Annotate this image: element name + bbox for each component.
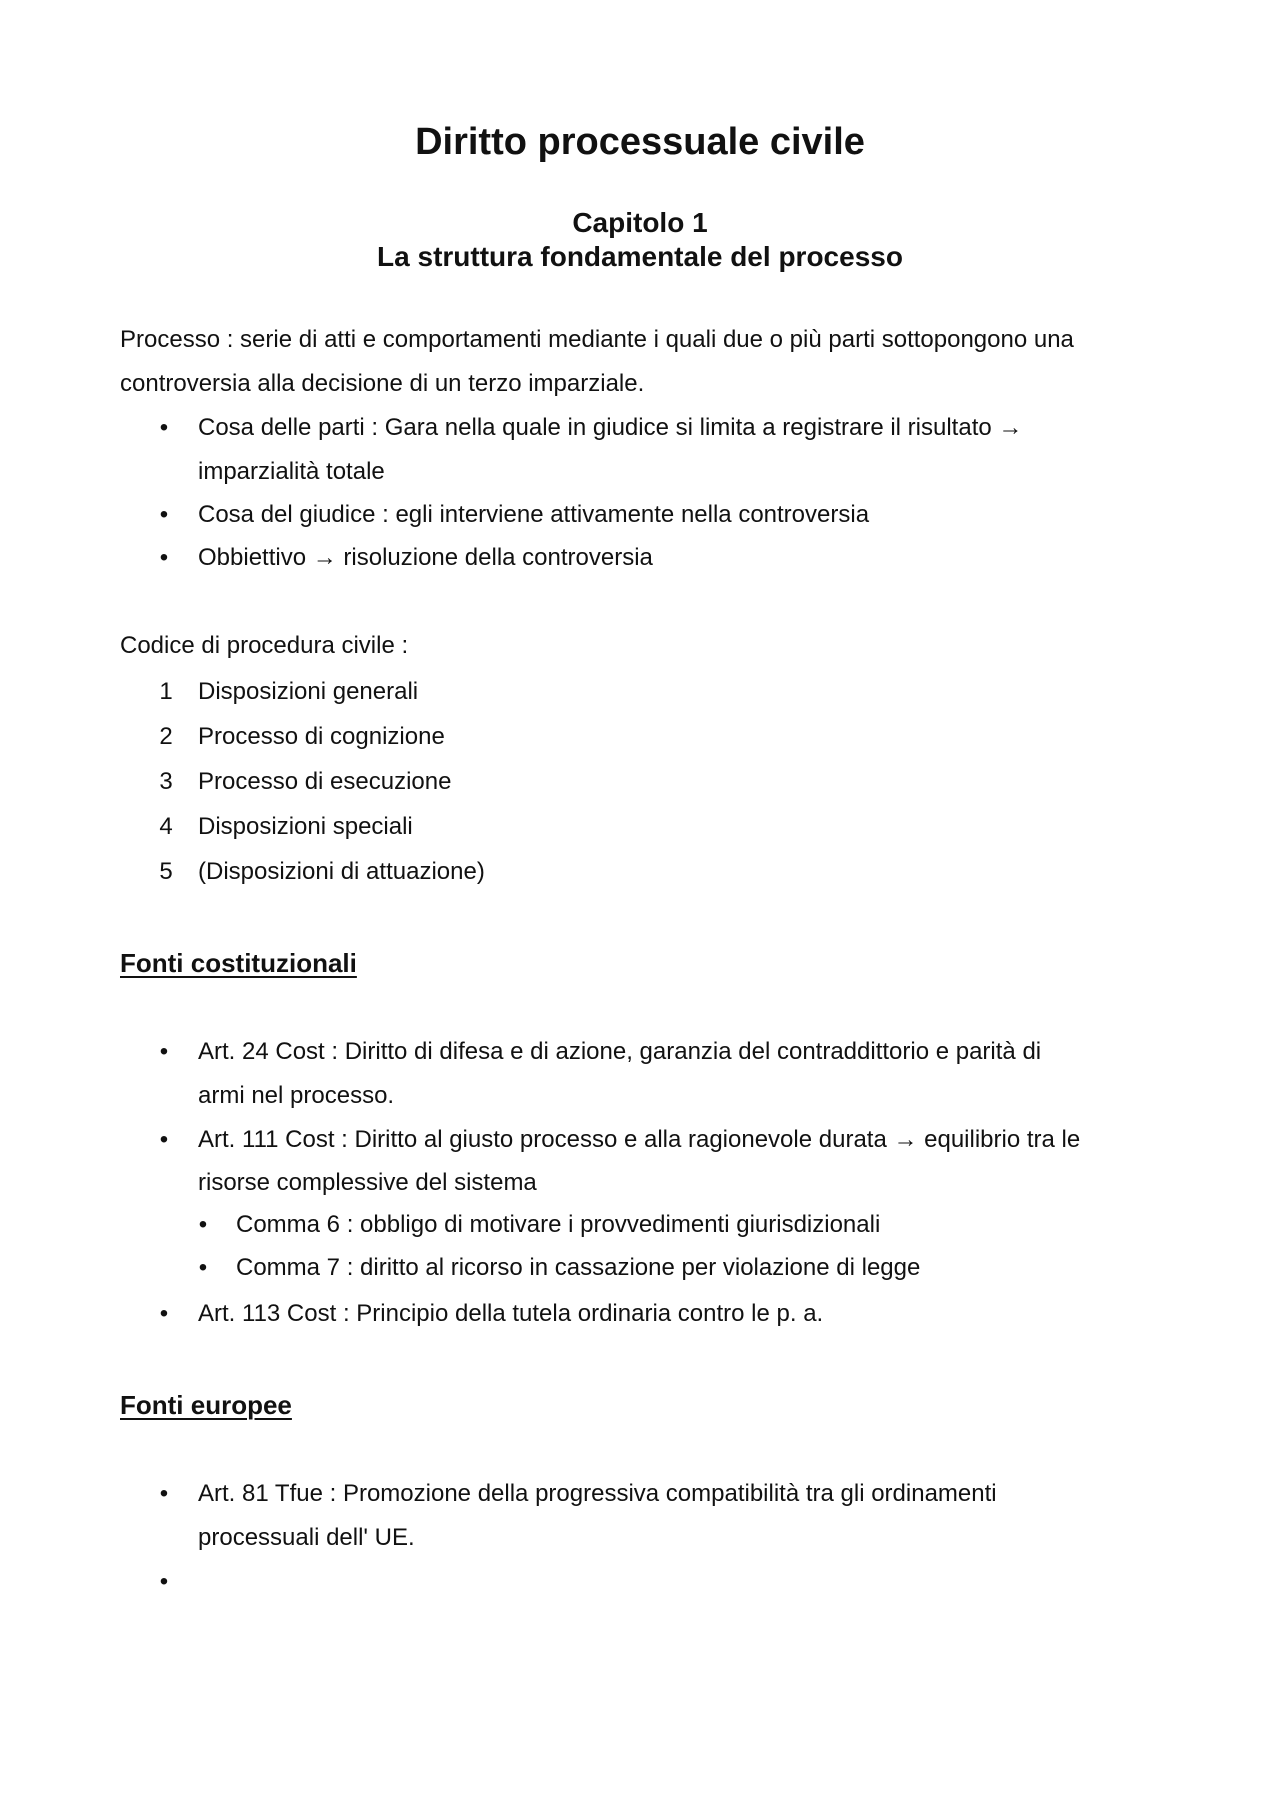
- sub-bullet-icon: •: [198, 1254, 208, 1281]
- list-number: 5: [159, 858, 173, 885]
- bullet-icon: •: [159, 544, 169, 571]
- bullet-icon: •: [159, 1126, 169, 1153]
- list-number: 3: [159, 768, 173, 795]
- bullet-icon: •: [159, 1300, 169, 1327]
- bullet-icon: •: [159, 1038, 169, 1065]
- document-title: Diritto processuale civile: [415, 121, 865, 163]
- list-number: 2: [159, 723, 173, 750]
- fonti-cost-item-cont: armi nel processo.: [198, 1082, 395, 1109]
- fonti-cost-item: Art. 24 Cost : Diritto di difesa e di azione, garanzia del contraddittorio e parità di: [198, 1038, 1042, 1065]
- fonti-cost-item: Art. 113 Cost : Principio della tutela ordinaria contro le p. a.: [198, 1300, 824, 1327]
- codice-item: Disposizioni speciali: [198, 813, 413, 840]
- bullet-icon: •: [159, 414, 169, 441]
- list-number: 4: [159, 813, 173, 840]
- chapter-number: Capitolo 1: [572, 207, 708, 238]
- intro-bullet-text: Obbiettivo → risoluzione della controversia: [198, 544, 653, 571]
- process-definition: Processo : serie di atti e comportamenti mediante i quali due o più parti sottopongono una controversia alla decisione di un terzo imparziale.: [120, 326, 1074, 397]
- codice-item: Disposizioni generali: [198, 678, 419, 705]
- fonti-eu-item-cont: processuali dell' UE.: [198, 1524, 415, 1551]
- fonti-cost-item: Art. 111 Cost : Diritto al giusto processo e alla ragionevole durata → equilibrio tra le: [198, 1126, 1081, 1153]
- intro-bullet-text: Cosa del giudice : egli interviene attivamente nella controversia: [198, 501, 870, 528]
- codice-item: (Disposizioni di attuazione): [198, 858, 485, 885]
- fonti-cost-item-cont: risorse complessive del sistema: [198, 1169, 537, 1196]
- intro-bullet-text: Cosa delle parti : Gara nella quale in giudice si limita a registrare il risultato →: [198, 414, 1023, 441]
- bullet-icon: •: [159, 501, 169, 528]
- bullet-icon: •: [159, 1480, 169, 1507]
- fonti-cost-sub-item: Comma 6 : obbligo di motivare i provvedimenti giurisdizionali: [236, 1211, 881, 1238]
- codice-item: Processo di esecuzione: [198, 768, 452, 795]
- fonti-cost-sub-item: Comma 7 : diritto al ricorso in cassazione per violazione di legge: [236, 1254, 921, 1281]
- section-heading-fonti-europee: Fonti europee: [120, 1390, 292, 1420]
- list-number: 1: [159, 678, 173, 705]
- sub-bullet-icon: •: [198, 1211, 208, 1238]
- section-heading-fonti-costituzionali: Fonti costituzionali: [120, 948, 357, 978]
- chapter-title: La struttura fondamentale del processo: [377, 241, 903, 272]
- empty-bullet-icon: •: [159, 1568, 169, 1595]
- codice-item: Processo di cognizione: [198, 723, 445, 750]
- intro-bullet-text-cont: imparzialità totale: [198, 458, 385, 485]
- fonti-eu-item: Art. 81 Tfue : Promozione della progressiva compatibilità tra gli ordinamenti: [198, 1480, 997, 1507]
- codice-label: Codice di procedura civile :: [120, 632, 409, 659]
